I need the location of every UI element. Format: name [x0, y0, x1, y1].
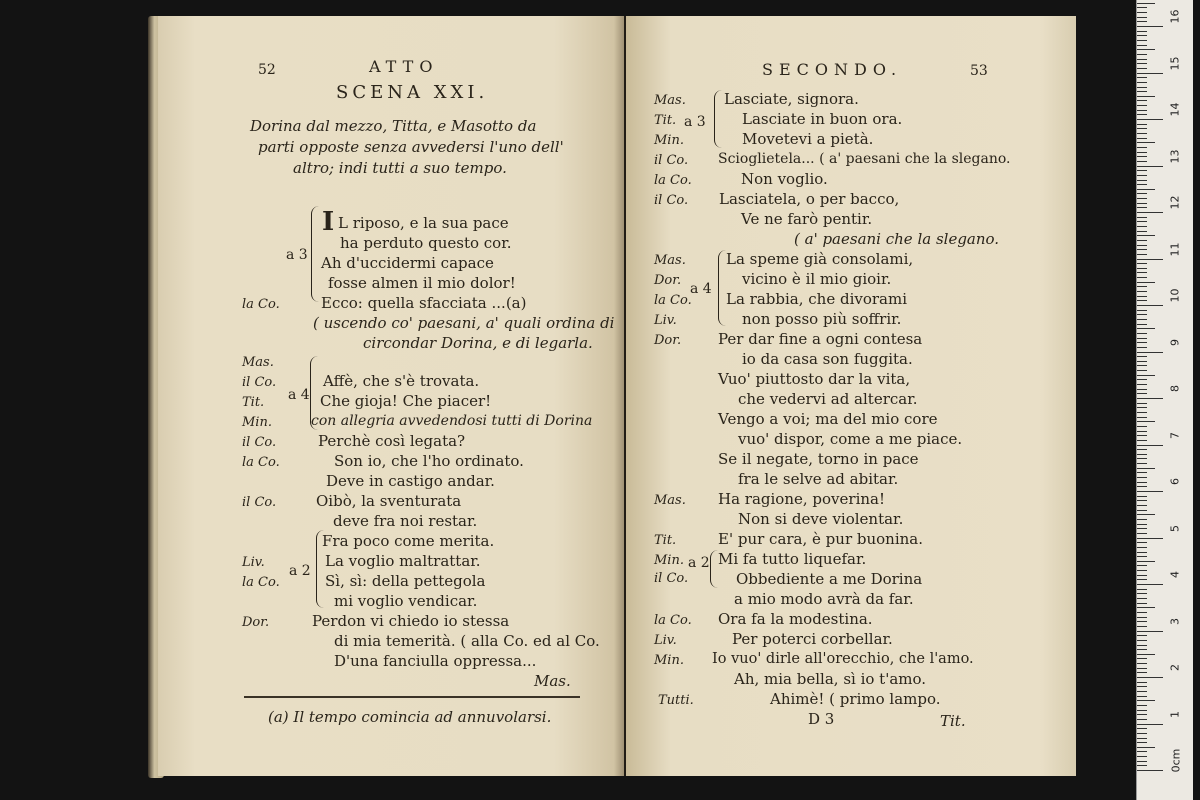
stage-direction: con allegria avvedendosi tutti di Dorina: [311, 413, 593, 429]
catchword: Mas.: [534, 672, 571, 690]
verse-line: Son io, che l'ho ordinato.: [334, 452, 524, 470]
ruler-tick: [1137, 221, 1147, 222]
ruler-tick: [1137, 114, 1147, 115]
verse-line: La rabbia, che divorami: [726, 290, 908, 308]
ruler-tick: [1137, 259, 1163, 260]
ruler-label: 5: [1168, 524, 1182, 532]
ruler-tick: [1137, 193, 1147, 194]
ruler-tick: [1137, 547, 1147, 548]
verse-line: di mia temerità. ( alla Co. ed al Co.: [334, 632, 600, 650]
ruler-tick: [1137, 710, 1147, 711]
ruler-label: 11: [1168, 242, 1182, 256]
ruler-tick: [1137, 347, 1147, 348]
ruler-tick: [1137, 417, 1147, 418]
ruler-tick: [1137, 54, 1147, 55]
speaker-label: il Co.: [242, 435, 277, 450]
verse-line: Non voglio.: [741, 170, 828, 188]
ruler-tick: [1137, 589, 1147, 590]
ruler-tick: [1137, 765, 1147, 766]
ruler-tick: [1137, 361, 1147, 362]
ruler-tick: [1137, 235, 1155, 236]
ruler-tick: [1137, 142, 1155, 143]
verse-line: vicino è il mio gioir.: [742, 270, 892, 288]
ruler-tick: [1137, 161, 1147, 162]
ruler-tick: [1137, 133, 1147, 134]
verse-line: Per poterci corbellar.: [732, 630, 893, 648]
ruler-tick: [1137, 314, 1147, 315]
verse-line: Ha ragione, poverina!: [718, 490, 885, 508]
speaker-label: Dor.: [242, 615, 270, 630]
speaker-label: Min.: [242, 415, 272, 430]
ruler-tick: [1137, 407, 1147, 408]
ruler-tick: [1137, 472, 1147, 473]
ruler-tick: [1137, 663, 1147, 664]
ruler-tick: [1137, 431, 1147, 432]
verse-line: a mio modo avrà da far.: [734, 590, 914, 608]
ruler-tick: [1137, 393, 1147, 394]
catchword: Tit.: [940, 712, 966, 730]
speaker-label: la Co.: [242, 455, 280, 470]
ruler-tick: [1137, 510, 1147, 511]
ruler-tick: [1137, 761, 1147, 762]
ruler-tick: [1137, 556, 1147, 557]
verse-line: Se il negate, torno in pace: [718, 450, 919, 468]
stage-direction: ( a' paesani che la slegano.: [794, 230, 1000, 248]
speaker-label: il Co.: [654, 153, 689, 168]
ruler-tick: [1137, 82, 1147, 83]
ruler-tick: [1137, 40, 1147, 41]
ruler-label: 2: [1168, 664, 1182, 671]
brace-label-a4: a 4: [690, 281, 712, 297]
speaker-label: Tit.: [242, 395, 265, 410]
ruler-tick: [1137, 324, 1147, 325]
ruler-tick: [1137, 426, 1147, 427]
speaker-label: la Co.: [654, 293, 692, 308]
ruler-tick: [1137, 500, 1147, 501]
brace-label-a2: a 2: [289, 563, 311, 579]
ruler-tick: [1137, 254, 1147, 255]
verse-line: L riposo, e la sua pace: [338, 214, 509, 232]
ruler-tick: [1137, 77, 1147, 78]
verse-line: Ahimè! ( primo lampo.: [770, 690, 941, 708]
verse-line: Che gioja! Che piacer!: [320, 392, 492, 410]
ruler-tick: [1137, 519, 1147, 520]
ruler-tick: [1137, 305, 1163, 306]
left-page: [158, 16, 624, 776]
ruler-tick: [1137, 593, 1147, 594]
ruler-tick: [1137, 245, 1147, 246]
ruler-label: 7: [1168, 431, 1182, 439]
ruler-tick: [1137, 59, 1147, 60]
ruler-tick: [1137, 626, 1147, 627]
brace: [718, 250, 726, 326]
verse-line: Fra poco come merita.: [322, 532, 495, 550]
ruler-tick: [1137, 96, 1155, 97]
left-page-number: 52: [258, 62, 276, 78]
speaker-label: Min.: [654, 553, 684, 568]
ruler-tick: [1137, 170, 1147, 171]
ruler-tick: [1137, 207, 1147, 208]
speaker-label: il Co.: [242, 375, 277, 390]
ruler-tick: [1137, 398, 1163, 399]
stage-direction-line-1: Dorina dal mezzo, Titta, e Masotto da: [250, 117, 537, 135]
speaker-label: Tit.: [654, 533, 677, 548]
ruler-label: 15: [1168, 56, 1182, 70]
ruler-tick: [1137, 686, 1147, 687]
stage-direction-line-2: parti opposte senza avvedersi l'uno dell': [258, 138, 564, 156]
ruler-tick: [1137, 645, 1147, 646]
speaker-label: la Co.: [654, 173, 692, 188]
ruler-label: 16: [1168, 9, 1182, 24]
ruler-tick: [1137, 635, 1147, 636]
verse-line: La speme già consolami,: [726, 250, 914, 268]
ruler-label: 8: [1168, 385, 1182, 392]
ruler-tick: [1137, 49, 1155, 50]
verse-line: Lasciate, signora.: [724, 90, 859, 108]
ruler-tick: [1137, 505, 1147, 506]
ruler-tick: [1137, 491, 1163, 492]
ruler-tick: [1137, 231, 1147, 232]
ruler-tick: [1137, 533, 1147, 534]
ruler-tick: [1137, 738, 1147, 739]
speaker-label: Liv.: [242, 555, 265, 570]
ruler-tick: [1137, 677, 1163, 678]
ruler-tick: [1137, 352, 1163, 353]
ruler-tick: [1137, 189, 1155, 190]
ruler-label: 6: [1168, 478, 1182, 485]
stage-direction: ( uscendo co' paesani, a' quali ordina di: [313, 314, 615, 332]
speaker-label: Tutti.: [658, 693, 694, 708]
ruler-tick: [1137, 617, 1147, 618]
ruler-tick: [1137, 249, 1147, 250]
speaker-label: Mas.: [654, 493, 686, 508]
ruler-tick: [1137, 100, 1147, 101]
ruler-tick: [1137, 575, 1147, 576]
left-running-head: ATTO: [369, 57, 439, 76]
ruler-tick: [1137, 45, 1147, 46]
ruler-tick: [1137, 672, 1147, 673]
verse-line: Perchè così legata?: [318, 432, 466, 450]
ruler-tick: [1137, 440, 1147, 441]
ruler-tick: [1137, 454, 1147, 455]
ruler-tick: [1137, 756, 1147, 757]
verse-line: Non si deve violentar.: [738, 510, 904, 528]
ruler-tick: [1137, 338, 1147, 339]
ruler-tick: [1137, 328, 1155, 329]
ruler-tick: [1137, 458, 1147, 459]
ruler-tick: [1137, 570, 1147, 571]
ruler-tick: [1137, 579, 1147, 580]
ruler-tick: [1137, 12, 1147, 13]
ruler-tick: [1137, 124, 1147, 125]
verse-line: Scioglietela... ( a' paesani che la slegano.: [718, 151, 1011, 167]
ruler-tick: [1137, 538, 1163, 539]
ruler-tick: [1137, 714, 1147, 715]
ruler-tick: [1137, 724, 1163, 725]
brace-label-a3: a 3: [684, 114, 706, 130]
footnote: (a) Il tempo comincia ad annuvolarsi.: [268, 708, 552, 726]
ruler-label: 1: [1168, 710, 1182, 718]
initial-letter: I: [322, 207, 335, 237]
ruler-tick: [1137, 282, 1155, 283]
ruler-tick: [1137, 63, 1147, 64]
verse-line: ha perduto questo cor.: [340, 234, 512, 252]
speaker-label: Mas.: [654, 93, 686, 108]
ruler-tick: [1137, 542, 1147, 543]
ruler-tick: [1137, 682, 1147, 683]
ruler-tick: [1137, 691, 1147, 692]
speaker-label: il Co.: [654, 571, 689, 586]
speaker-label: la Co.: [654, 613, 692, 628]
speaker-label: Mas.: [654, 253, 686, 268]
ruler-tick: [1137, 119, 1163, 120]
verse-line: D'una fanciulla oppressa...: [334, 652, 537, 670]
speaker-label: Dor.: [654, 273, 682, 288]
ruler-tick: [1137, 384, 1147, 385]
ruler-tick: [1137, 277, 1147, 278]
speaker-label: Mas.: [242, 355, 274, 370]
ruler-tick: [1137, 203, 1147, 204]
ruler-tick: [1137, 584, 1163, 585]
ruler-label: 10: [1168, 288, 1182, 303]
verse-line: E' pur cara, è pur buonina.: [718, 530, 924, 548]
ruler-tick: [1137, 184, 1147, 185]
ruler-tick: [1137, 212, 1163, 213]
ruler-tick: [1137, 180, 1147, 181]
ruler-tick: [1137, 482, 1147, 483]
ruler-tick: [1137, 375, 1155, 376]
ruler-tick: [1137, 263, 1147, 264]
ruler-tick: [1137, 463, 1147, 464]
verse-line: fosse almen il mio dolor!: [328, 274, 516, 292]
ruler-tick: [1137, 770, 1163, 771]
verse-line: Ve ne farò pentir.: [741, 210, 873, 228]
verse-line: che vedervi ad altercar.: [738, 390, 918, 408]
verse-line: Ecco: quella sfacciata ...(a): [321, 294, 527, 312]
ruler-tick: [1137, 565, 1147, 566]
ruler-tick: [1137, 486, 1147, 487]
ruler-tick: [1137, 742, 1147, 743]
stage-direction-line-3: altro; indi tutti a suo tempo.: [293, 159, 507, 177]
speaker-label: la Co.: [242, 575, 280, 590]
ruler-tick: [1137, 21, 1147, 22]
ruler-label: 14: [1168, 102, 1182, 117]
ruler-label: 4: [1168, 571, 1182, 578]
verse-line: Affè, che s'è trovata.: [323, 372, 480, 390]
ruler-tick: [1137, 166, 1163, 167]
verse-line: Perdon vi chiedo io stessa: [312, 612, 510, 630]
verse-line: Deve in castigo andar.: [326, 472, 495, 490]
ruler-tick: [1137, 156, 1147, 157]
speaker-label: Dor.: [654, 333, 682, 348]
ruler-tick: [1137, 175, 1147, 176]
speaker-label: Liv.: [654, 633, 677, 648]
ruler-label: 3: [1168, 617, 1182, 625]
ruler-tick: [1137, 7, 1147, 8]
ruler-tick: [1137, 751, 1147, 752]
verse-line: La voglio maltrattar.: [325, 552, 481, 570]
speaker-label: Liv.: [654, 313, 677, 328]
verse-line: fra le selve ad abitar.: [738, 470, 899, 488]
ruler-tick: [1137, 654, 1155, 655]
ruler-tick: [1137, 272, 1147, 273]
speaker-label: la Co.: [242, 297, 280, 312]
scene-title: SCENA XXI.: [336, 82, 489, 103]
ruler-label: 12: [1168, 195, 1182, 210]
ruler-tick: [1137, 552, 1147, 553]
verse-line: Vengo a voi; ma del mio core: [718, 410, 938, 428]
verse-line: Sì, sì: della pettegola: [325, 572, 486, 590]
ruler-tick: [1137, 733, 1147, 734]
ruler-tick: [1137, 603, 1147, 604]
ruler-tick: [1137, 87, 1147, 88]
verse-line: Per dar fine a ogni contesa: [718, 330, 923, 348]
ruler-tick: [1137, 286, 1147, 287]
footnote-rule: [244, 696, 580, 698]
ruler-tick: [1137, 147, 1147, 148]
verse-line: deve fra noi restar.: [333, 512, 478, 530]
right-page-number: 53: [970, 63, 988, 79]
ruler-tick: [1137, 649, 1147, 650]
ruler-tick: [1137, 719, 1147, 720]
verse-line: Lasciatela, o per bacco,: [719, 190, 900, 208]
ruler-tick: [1137, 477, 1147, 478]
ruler-tick: [1137, 379, 1147, 380]
ruler-tick: [1137, 445, 1163, 446]
ruler-tick: [1137, 421, 1155, 422]
ruler-tick: [1137, 640, 1147, 641]
ruler-tick: [1137, 658, 1147, 659]
speaker-label: Tit.: [654, 113, 677, 128]
ruler-tick: [1137, 17, 1147, 18]
ruler-tick: [1137, 668, 1147, 669]
ruler-tick: [1137, 198, 1147, 199]
verse-line: Mi fa tutto liquefar.: [718, 550, 867, 568]
ruler-tick: [1137, 524, 1147, 525]
ruler-tick: [1137, 528, 1147, 529]
ruler-tick: [1137, 412, 1147, 413]
speaker-label: il Co.: [654, 193, 689, 208]
ruler-tick: [1137, 319, 1147, 320]
ruler-tick: [1137, 607, 1155, 608]
ruler-label: 9: [1168, 338, 1182, 346]
ruler-tick: [1137, 35, 1147, 36]
ruler-tick: [1137, 728, 1147, 729]
ruler-tick: [1137, 705, 1147, 706]
ruler-tick: [1137, 128, 1147, 129]
ruler-tick: [1137, 3, 1155, 4]
ruler-tick: [1137, 26, 1163, 27]
brace-label-a2: a 2: [688, 555, 710, 571]
ruler-tick: [1137, 240, 1147, 241]
speaker-label: Min.: [654, 133, 684, 148]
ruler-tick: [1137, 91, 1147, 92]
brace: [311, 206, 319, 302]
verse-line: vuo' dispor, come a me piace.: [738, 430, 963, 448]
right-page: [626, 16, 1076, 776]
verse-line: Ora fa la modestina.: [718, 610, 873, 628]
verse-line: Obbediente a me Dorina: [736, 570, 923, 588]
speaker-label: Min.: [654, 653, 684, 668]
speaker-label: il Co.: [242, 495, 277, 510]
ruler-tick: [1137, 226, 1147, 227]
ruler-tick: [1137, 73, 1163, 74]
verse-line: Lasciate in buon ora.: [742, 110, 903, 128]
ruler-tick: [1137, 561, 1155, 562]
ruler-tick: [1137, 435, 1147, 436]
ruler-tick: [1137, 333, 1147, 334]
ruler-tick: [1137, 217, 1147, 218]
ruler-tick: [1137, 389, 1147, 390]
brace: [710, 550, 718, 588]
ruler-tick: [1137, 631, 1163, 632]
ruler-tick: [1137, 403, 1147, 404]
ruler-tick: [1137, 291, 1147, 292]
ruler-tick: [1137, 296, 1147, 297]
brace: [714, 90, 722, 148]
measuring-ruler: [1136, 0, 1193, 800]
ruler-tick: [1137, 105, 1147, 106]
ruler-tick: [1137, 370, 1147, 371]
ruler-label: 13: [1168, 149, 1182, 163]
ruler-tick: [1137, 365, 1147, 366]
ruler-tick: [1137, 700, 1155, 701]
brace-label-a3: a 3: [286, 247, 308, 263]
ruler-tick: [1137, 342, 1147, 343]
verse-line: non posso più soffrir.: [742, 310, 902, 328]
ruler-tick: [1137, 747, 1155, 748]
ruler-tick: [1137, 598, 1147, 599]
ruler-tick: [1137, 268, 1147, 269]
verse-line: Oibò, la sventurata: [316, 492, 462, 510]
ruler-tick: [1137, 449, 1147, 450]
ruler-tick: [1137, 138, 1147, 139]
stage-direction: circondar Dorina, e di legarla.: [363, 334, 593, 352]
ruler-tick: [1137, 514, 1155, 515]
verse-line: Ah, mia bella, sì io t'amo.: [734, 670, 927, 688]
ruler-tick: [1137, 152, 1147, 153]
ruler-tick: [1137, 356, 1147, 357]
ruler-tick: [1137, 300, 1147, 301]
verse-line: io da casa son fuggita.: [742, 350, 913, 368]
verse-line: Movetevi a pietà.: [742, 130, 874, 148]
verse-line: Vuo' piuttosto dar la vita,: [718, 370, 911, 388]
ruler-tick: [1137, 696, 1147, 697]
ruler-tick: [1137, 612, 1147, 613]
right-running-head: SECONDO.: [762, 60, 903, 79]
ruler-tick: [1137, 31, 1147, 32]
verse-line: Io vuo' dirle all'orecchio, che l'amo.: [712, 651, 974, 667]
ruler-tick: [1137, 496, 1147, 497]
verse-line: mi voglio vendicar.: [334, 592, 478, 610]
ruler-tick: [1137, 110, 1147, 111]
ruler-label: 0cm: [1169, 748, 1183, 773]
ruler-tick: [1137, 68, 1147, 69]
brace-label-a4: a 4: [288, 387, 310, 403]
ruler-tick: [1137, 310, 1147, 311]
verse-line: Ah d'uccidermi capace: [321, 254, 494, 272]
ruler-tick: [1137, 468, 1155, 469]
ruler-tick: [1137, 621, 1147, 622]
signature-mark: D 3: [808, 710, 835, 728]
